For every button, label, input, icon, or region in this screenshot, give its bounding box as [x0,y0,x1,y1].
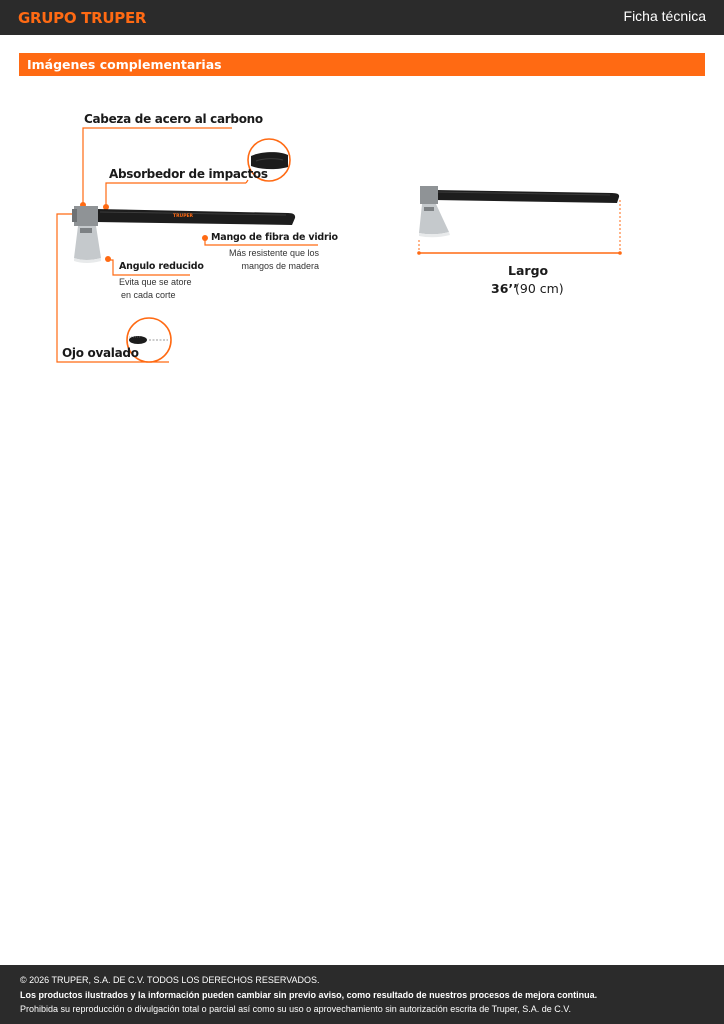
angle-description-line-2: en cada corte [121,290,176,300]
angle-description-line-1: Evita que se atore [119,277,192,287]
footer-notice: Los productos ilustrados y la información pueden cambiar sin previo aviso, como resultado de nuestros procesos de mejora continua. [20,990,598,1000]
label-fiberglass-handle: Mango de fibra de vidrio [211,232,338,243]
length-value-metric: (90 cm) [515,281,564,296]
footer [0,965,724,1024]
label-oval-eye: Ojo ovalado [62,346,139,360]
footer-copyright: © 2026 TRUPER, S.A. DE C.V. TODOS LOS DERECHOS RESERVADOS. [20,975,320,985]
axe-length-illustration [419,186,619,237]
label-reduced-angle: Angulo reducido [119,261,204,272]
document-type: Ficha técnica [623,8,706,24]
axe-feature-diagram [0,0,724,400]
handle-brand-mark: TRUPER [173,214,194,219]
length-dimension-line [417,200,622,255]
label-shock-absorber: Absorbedor de impactos [109,167,268,181]
length-label: Largo [508,263,549,278]
handle-description-line-2: mangos de madera [241,261,319,271]
section-title: Imágenes complementarias [27,57,222,72]
label-carbon-steel-head: Cabeza de acero al carbono [84,112,263,126]
handle-description-line-1: Más resistente que los [229,248,320,258]
footer-legal: Prohibida su reproducción o divulgación total o parcial así como su uso o aprovechamiento sin autorización escrita de Truper, S.A. de C.V. [20,1004,571,1014]
length-value-inches: 36’’ [491,281,518,296]
brand-logo: GRUPO TRUPER [18,9,147,27]
